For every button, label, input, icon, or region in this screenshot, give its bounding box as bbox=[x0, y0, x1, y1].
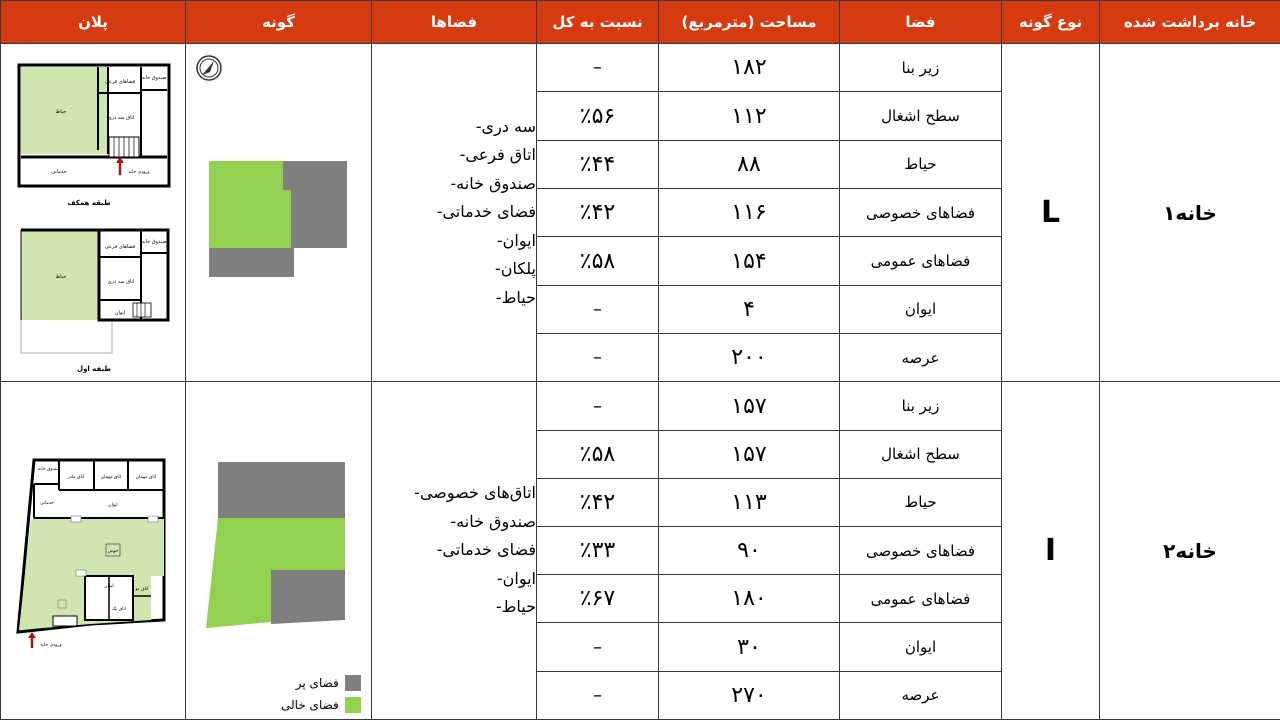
space-list-item bbox=[372, 198, 536, 227]
space-list-item bbox=[372, 170, 536, 199]
north-arrow-icon bbox=[197, 56, 221, 80]
space-list-label: اتاق فرعی bbox=[465, 145, 536, 165]
ratio-cell: ٪۶۷ bbox=[537, 575, 659, 623]
space-list-item bbox=[372, 141, 536, 170]
house2-spaces-list bbox=[372, 479, 536, 622]
bullet-dash: - bbox=[495, 287, 502, 307]
space-list-item bbox=[372, 227, 536, 256]
plan-label: اتاق سه دری bbox=[107, 114, 135, 121]
header-space: فضا bbox=[840, 1, 1002, 44]
space-cell: حیاط bbox=[840, 140, 1002, 188]
plan-label: ایوان bbox=[114, 309, 126, 316]
house1-guneh-cell bbox=[186, 44, 372, 382]
space-list-item bbox=[372, 255, 536, 284]
bullet-dash: - bbox=[496, 568, 503, 588]
ratio-cell: ٪۵۸ bbox=[537, 430, 659, 478]
ratio-cell: ٪۳۳ bbox=[537, 527, 659, 575]
ratio-cell: – bbox=[537, 334, 659, 382]
plan-label: اتاق سه دری bbox=[107, 278, 135, 285]
plan-label: اتاق مهمان bbox=[135, 474, 157, 480]
area-cell: ۳۰ bbox=[659, 623, 840, 671]
legend-item-filled bbox=[281, 675, 361, 691]
space-cell: سطح اشغال bbox=[840, 92, 1002, 140]
bullet-dash: - bbox=[450, 173, 457, 193]
space-cell: زیر بنا bbox=[840, 382, 1002, 430]
area-cell: ۹۰ bbox=[659, 527, 840, 575]
legend bbox=[281, 669, 361, 713]
house2-guneh-cell bbox=[186, 382, 372, 720]
area-cell: ۴ bbox=[659, 285, 840, 333]
area-cell: ۲۰۰ bbox=[659, 334, 840, 382]
area-cell: ۱۸۰ bbox=[659, 575, 840, 623]
plan-label: حیاط bbox=[55, 108, 67, 115]
house1-guneh-diagram bbox=[186, 45, 372, 381]
bullet-dash: - bbox=[496, 230, 503, 250]
space-list-item bbox=[372, 479, 536, 508]
plan-label: صندوق خانه bbox=[141, 74, 167, 81]
plan-label: صندوق خانه bbox=[141, 238, 167, 245]
space-cell: فضاهای خصوصی bbox=[840, 189, 1002, 237]
space-cell: زیر بنا bbox=[840, 44, 1002, 92]
header-row bbox=[1, 1, 1280, 44]
space-list-label: اتاق‌های خصوصی bbox=[419, 483, 536, 503]
space-list-item bbox=[372, 113, 536, 142]
house1-plan-cell bbox=[1, 44, 186, 382]
legend-swatch-gray bbox=[345, 675, 361, 691]
house2-type: I bbox=[1002, 382, 1100, 720]
space-cell: عرصه bbox=[840, 334, 1002, 382]
space-list-label: صندوق خانه bbox=[456, 173, 536, 193]
plan-caption: طبقه اول bbox=[77, 364, 111, 373]
space-list-label: صندوق خانه bbox=[456, 511, 536, 531]
ratio-cell: ٪۵۸ bbox=[537, 237, 659, 285]
area-cell: ۱۱۲ bbox=[659, 92, 840, 140]
legend-swatch-green bbox=[345, 697, 361, 713]
header-house: خانه برداشت شده bbox=[1100, 1, 1280, 44]
plan-label: خدماتی bbox=[40, 500, 54, 506]
space-cell: فضاهای عمومی bbox=[840, 575, 1002, 623]
ratio-cell: – bbox=[537, 382, 659, 430]
ratio-cell: ٪۴۴ bbox=[537, 140, 659, 188]
space-cell: سطح اشغال bbox=[840, 430, 1002, 478]
space-list-label: ایوان bbox=[502, 230, 536, 250]
bullet-dash: - bbox=[436, 202, 443, 222]
ratio-cell: ٪۴۲ bbox=[537, 478, 659, 526]
legend-item-empty bbox=[281, 697, 361, 713]
plan-label: ایوان bbox=[108, 502, 118, 508]
plan-label: فضاهای فرعی bbox=[104, 243, 136, 250]
space-list-item bbox=[372, 508, 536, 537]
area-cell: ۱۵۷ bbox=[659, 382, 840, 430]
bullet-dash: - bbox=[475, 116, 482, 136]
plan-caption: طبقه همکف bbox=[67, 198, 111, 207]
plan-label: اتاق دو bbox=[135, 586, 149, 592]
house2-name: خانه۲ bbox=[1100, 382, 1280, 720]
space-list-label: فضای خدماتی bbox=[442, 202, 536, 222]
bullet-dash: - bbox=[495, 259, 501, 279]
ratio-cell: – bbox=[537, 671, 659, 719]
house1-plan-drawing bbox=[1, 45, 185, 381]
area-cell: ۱۱۳ bbox=[659, 478, 840, 526]
plan-label: فضاهای فرعی bbox=[104, 78, 136, 85]
bullet-dash: - bbox=[459, 145, 466, 165]
space-list-label: ایوان bbox=[502, 568, 536, 588]
header-type: نوع گونه bbox=[1002, 1, 1100, 44]
bullet-dash: - bbox=[414, 483, 420, 503]
space-list-label: پلکان bbox=[500, 259, 536, 279]
ratio-cell: – bbox=[537, 44, 659, 92]
house1-spaces-cell bbox=[372, 44, 537, 382]
ratio-cell: – bbox=[537, 285, 659, 333]
area-cell: ۱۸۲ bbox=[659, 44, 840, 92]
plan-label: خدماتی bbox=[51, 168, 67, 175]
space-cell: ایوان bbox=[840, 623, 1002, 671]
space-list-item bbox=[372, 565, 536, 594]
bullet-dash: - bbox=[495, 597, 502, 617]
header-area: مساحت (مترمربع) bbox=[659, 1, 840, 44]
plan-label: ورودی خانه bbox=[128, 169, 150, 175]
house2-plan-cell bbox=[1, 382, 186, 720]
header-ratio: نسبت به کل bbox=[537, 1, 659, 44]
house2-guneh-diagram bbox=[186, 384, 372, 718]
plan-label: حوض bbox=[107, 548, 119, 554]
area-cell: ۱۱۶ bbox=[659, 189, 840, 237]
header-guneh: گونه bbox=[186, 1, 372, 44]
legend-label: فضای پر bbox=[295, 676, 339, 690]
space-list-label: حیاط bbox=[501, 287, 536, 307]
space-cell: ایوان bbox=[840, 285, 1002, 333]
space-list-item bbox=[372, 593, 536, 622]
area-cell: ۱۵۷ bbox=[659, 430, 840, 478]
plan-label: اتاق مادر bbox=[67, 474, 85, 480]
house2-plan-drawing bbox=[1, 384, 185, 718]
header-plan: پلان bbox=[1, 1, 186, 44]
area-cell: ۱۵۴ bbox=[659, 237, 840, 285]
bullet-dash: - bbox=[436, 540, 443, 560]
plan-label: صندوق خانه bbox=[37, 466, 61, 472]
legend-label: فضای خالی bbox=[281, 698, 339, 712]
area-cell: ۸۸ bbox=[659, 140, 840, 188]
space-cell: عرصه bbox=[840, 671, 1002, 719]
space-list-label: سه دری bbox=[481, 116, 536, 136]
house1-type: L bbox=[1002, 44, 1100, 382]
space-cell: حیاط bbox=[840, 478, 1002, 526]
space-list-item bbox=[372, 284, 536, 313]
space-list-item bbox=[372, 536, 536, 565]
ratio-cell: – bbox=[537, 623, 659, 671]
space-list-label: فضای خدماتی bbox=[442, 540, 536, 560]
table-row bbox=[1, 44, 1280, 92]
plan-label: ورودی خانه bbox=[40, 642, 62, 648]
area-cell: ۲۷۰ bbox=[659, 671, 840, 719]
plan-label: اتاق مهمان bbox=[100, 474, 122, 480]
space-list-label: حیاط bbox=[501, 597, 536, 617]
table-row bbox=[1, 382, 1280, 430]
house2-spaces-cell bbox=[372, 382, 537, 720]
header-spaces: فضاها bbox=[372, 1, 537, 44]
house1-name: خانه۱ bbox=[1100, 44, 1280, 382]
space-cell: فضاهای عمومی bbox=[840, 237, 1002, 285]
space-cell: فضاهای خصوصی bbox=[840, 527, 1002, 575]
house1-spaces-list bbox=[372, 113, 536, 313]
bullet-dash: - bbox=[450, 511, 457, 531]
plan-label: اتاق یک bbox=[111, 606, 127, 612]
ratio-cell: ٪۴۲ bbox=[537, 189, 659, 237]
plan-label: حیاط bbox=[55, 273, 67, 280]
ratio-cell: ٪۵۶ bbox=[537, 92, 659, 140]
plan-label: ایوان bbox=[104, 583, 114, 589]
